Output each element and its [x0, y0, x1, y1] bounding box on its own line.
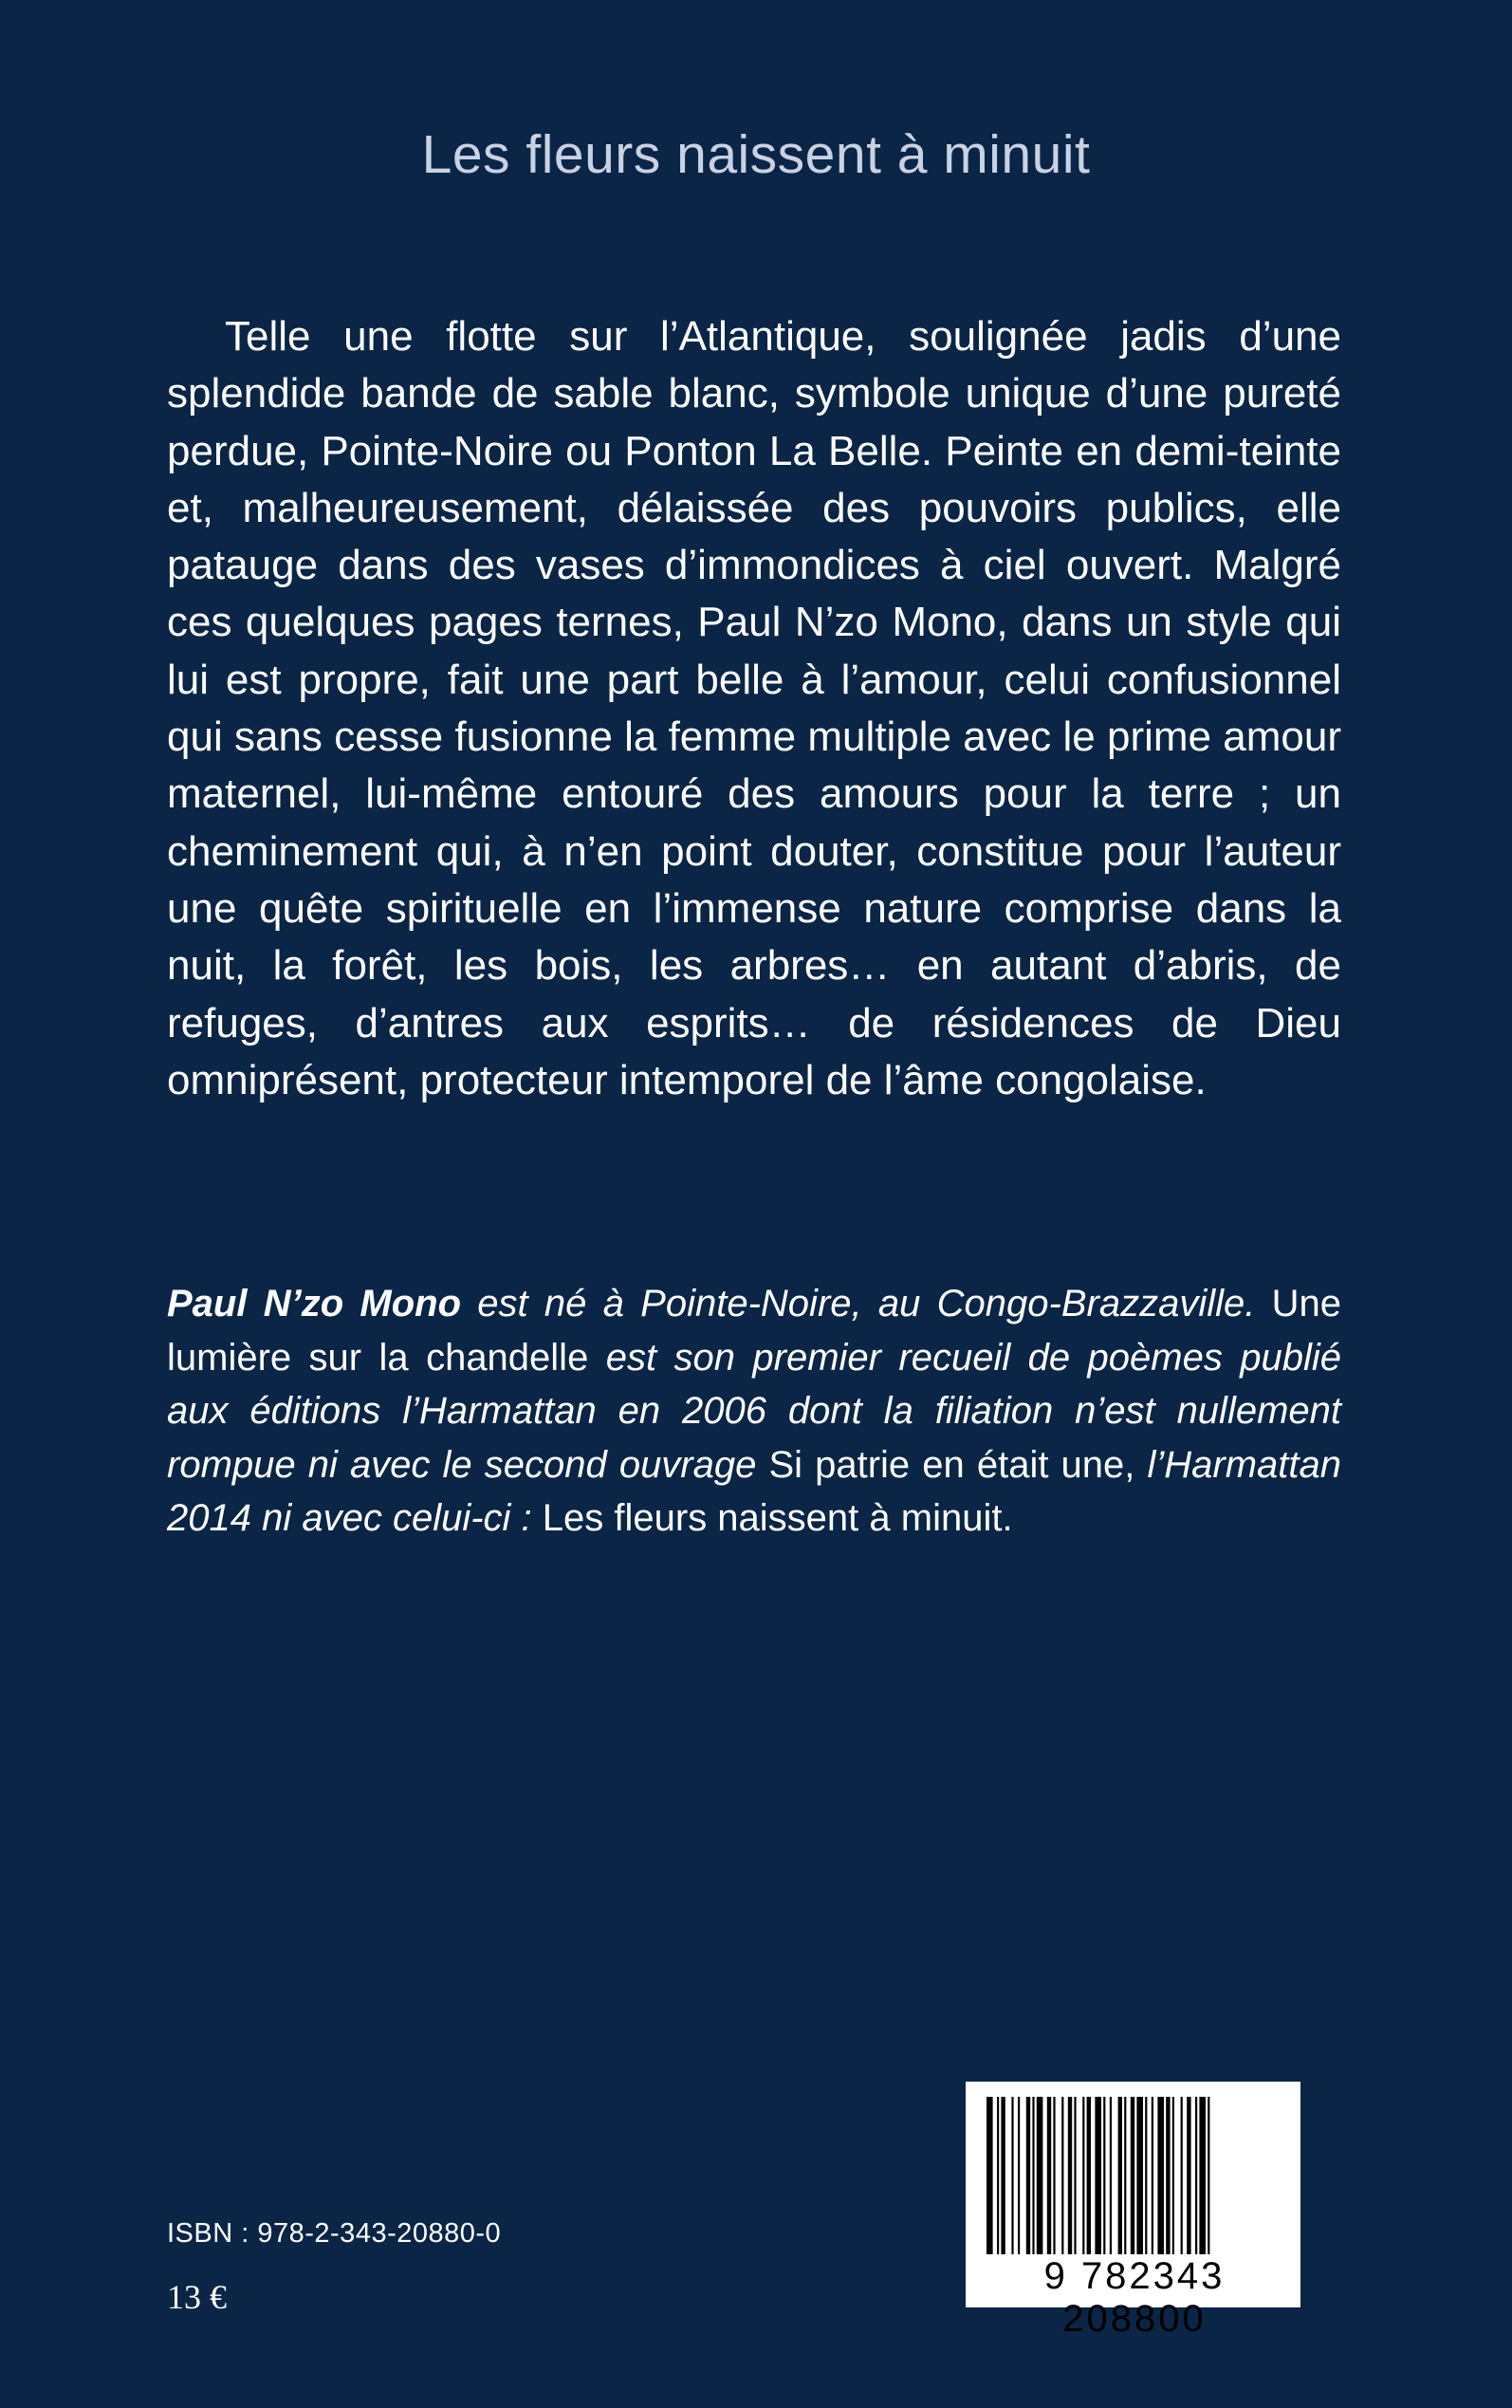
bio-text-3: est son premier recueil de poèmes publié aux éditions l’Harmattan en 2006 dont la filiation n’est nullement rompue ni avec le second ouvrage: [167, 1336, 1341, 1486]
barcode-bar: [1047, 2097, 1051, 2254]
book-blurb: Telle une flotte sur l’Atlantique, soulignée jadis d’une splendide bande de sable blanc, symbole unique d’une pureté perdue, Pointe-Noire ou Ponton La Belle. Peinte en demi-teinte et, malheureusement, délaissée des pouvoirs publics, elle patauge dans des vases d’immondices à ciel ouvert. Malgré ces quelques pages ternes, Paul N’zo Mono, dans un style qui lui est propre, fait une part belle à l’amour, celui confusionnel qui sans cesse fusionne la femme multiple avec le prime amour maternel, lui-même entouré des amours pour la terre ; un cheminement qui, à n’en point douter, constitue pour l’auteur une quête spirituelle en l’immense nature comprise dans la nuit, la forêt, les bois, les arbres… en autant d’abris, de refuges, d’antres aux esprits… de résidences de Dieu omniprésent, protecteur intemporel de l’âme congolaise.: [167, 313, 1341, 1103]
barcode-bar: [1068, 2097, 1072, 2254]
barcode-digits: 9 782343 208800: [1043, 2255, 1226, 2340]
barcode-bar: [1110, 2097, 1112, 2254]
isbn-label: ISBN : 978-2-343-20880-0: [167, 2218, 502, 2249]
bio-text-5: l’Harmattan 2014 ni avec celui-ci :: [167, 1443, 1342, 1540]
bio-text-4: Si patrie en était une,: [756, 1443, 1135, 1486]
barcode-bar: [1124, 2097, 1126, 2254]
barcode-bar: [1145, 2097, 1147, 2254]
barcode-bar: [1018, 2097, 1020, 2254]
barcode-bar: [1195, 2097, 1197, 2254]
barcode-bar: [1136, 2097, 1143, 2254]
barcode-bar: [1095, 2097, 1101, 2254]
barcode-bar: [1053, 2097, 1055, 2254]
barcode-bar: [1131, 2097, 1134, 2254]
barcode-bar: [986, 2097, 993, 2254]
barcode-bar: [1061, 2097, 1063, 2254]
barcode-bar: [1118, 2097, 1122, 2254]
barcode: [966, 2082, 1300, 2340]
bio-text-6: Les fleurs naissent à minuit.: [531, 1497, 1013, 1540]
barcode-bar: [1087, 2097, 1091, 2254]
barcode-bar: [1199, 2097, 1206, 2254]
barcode-bar: [1074, 2097, 1076, 2254]
barcode-bar: [1157, 2097, 1164, 2254]
barcode-bar: [1001, 2097, 1005, 2254]
barcode-bar: [1166, 2097, 1170, 2254]
book-title: Les fleurs naissent à minuit: [421, 124, 1091, 185]
bio-text-1: est né à Pointe-Noire, au Congo-Brazzaville.: [461, 1283, 1256, 1324]
barcode-bar: [1152, 2097, 1153, 2254]
barcode-bar: [1103, 2097, 1105, 2254]
barcode-bar: [1032, 2097, 1034, 2254]
barcode-bar: [1011, 2097, 1013, 2254]
bio-text-2: Une lumière sur la chandelle: [167, 1283, 1341, 1379]
barcode-bar: [1082, 2097, 1084, 2254]
barcode-bar: [1187, 2097, 1190, 2254]
price-label: 13 €: [167, 2278, 227, 2316]
barcode-bar: [997, 2097, 999, 2254]
author-bio: [167, 1277, 1341, 1546]
barcode-bar: [1181, 2097, 1183, 2254]
barcode-bar: [1172, 2097, 1174, 2254]
barcode-bar: [1026, 2097, 1030, 2254]
author-name: Paul N’zo Mono: [167, 1283, 462, 1324]
barcode-bar: [1037, 2097, 1043, 2254]
barcode-bar: [1208, 2097, 1209, 2254]
